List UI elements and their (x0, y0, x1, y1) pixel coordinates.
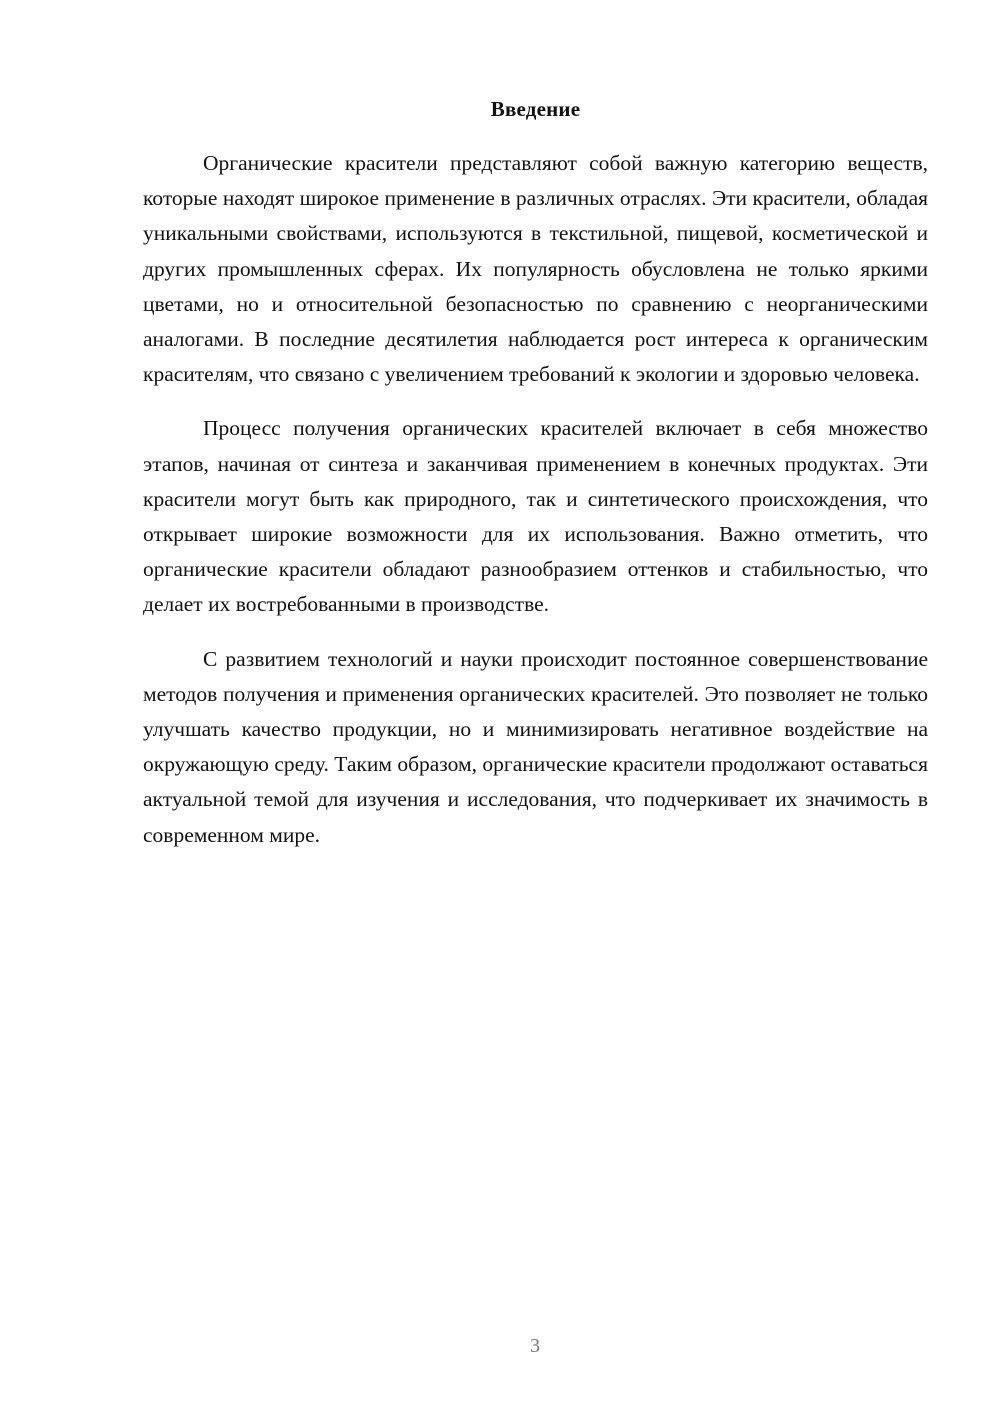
page-content (143, 92, 928, 872)
section-title: Введение (490, 97, 581, 121)
paragraph-3: С развитием технологий и науки происходит постоянное совершенствование методов получения и применения органических красителей. Это позволяет не только улучшать качество продукции, но и минимизировать негативное воздействие на окружающую среду. Таким образом, органические красители продолжают оставаться актуальной темой для изучения и исследования, что подчеркивает их значимость в современном мире. (143, 646, 928, 847)
paragraph-2: Процесс получения органических красителей включает в себя множество этапов, начиная от синтеза и заканчивая применением в конечных продуктах. Эти красители могут быть как природного, так и синтетического происхождения, что открывает широкие возможности для их использования. Важно отметить, что органические красители обладают разнообразием оттенков и стабильностью, что делает их востребованными в производстве. (143, 416, 928, 617)
paragraph-1: Органические красители представляют собой важную категорию веществ, которые находят широкое применение в различных отраслях. Эти красители, обладая уникальными свойствами, используются в текстильной, пищевой, косметической и других промышленных сферах. Их популярность обусловлена не только яркими цветами, но и относительной безопасностью по сравнению с неорганическими аналогами. В последние десятилетия наблюдается рост интереса к органическим красителям, что связано с увеличением требований к экологии и здоровью человека. (143, 151, 928, 387)
page-number: 3 (530, 1335, 540, 1357)
